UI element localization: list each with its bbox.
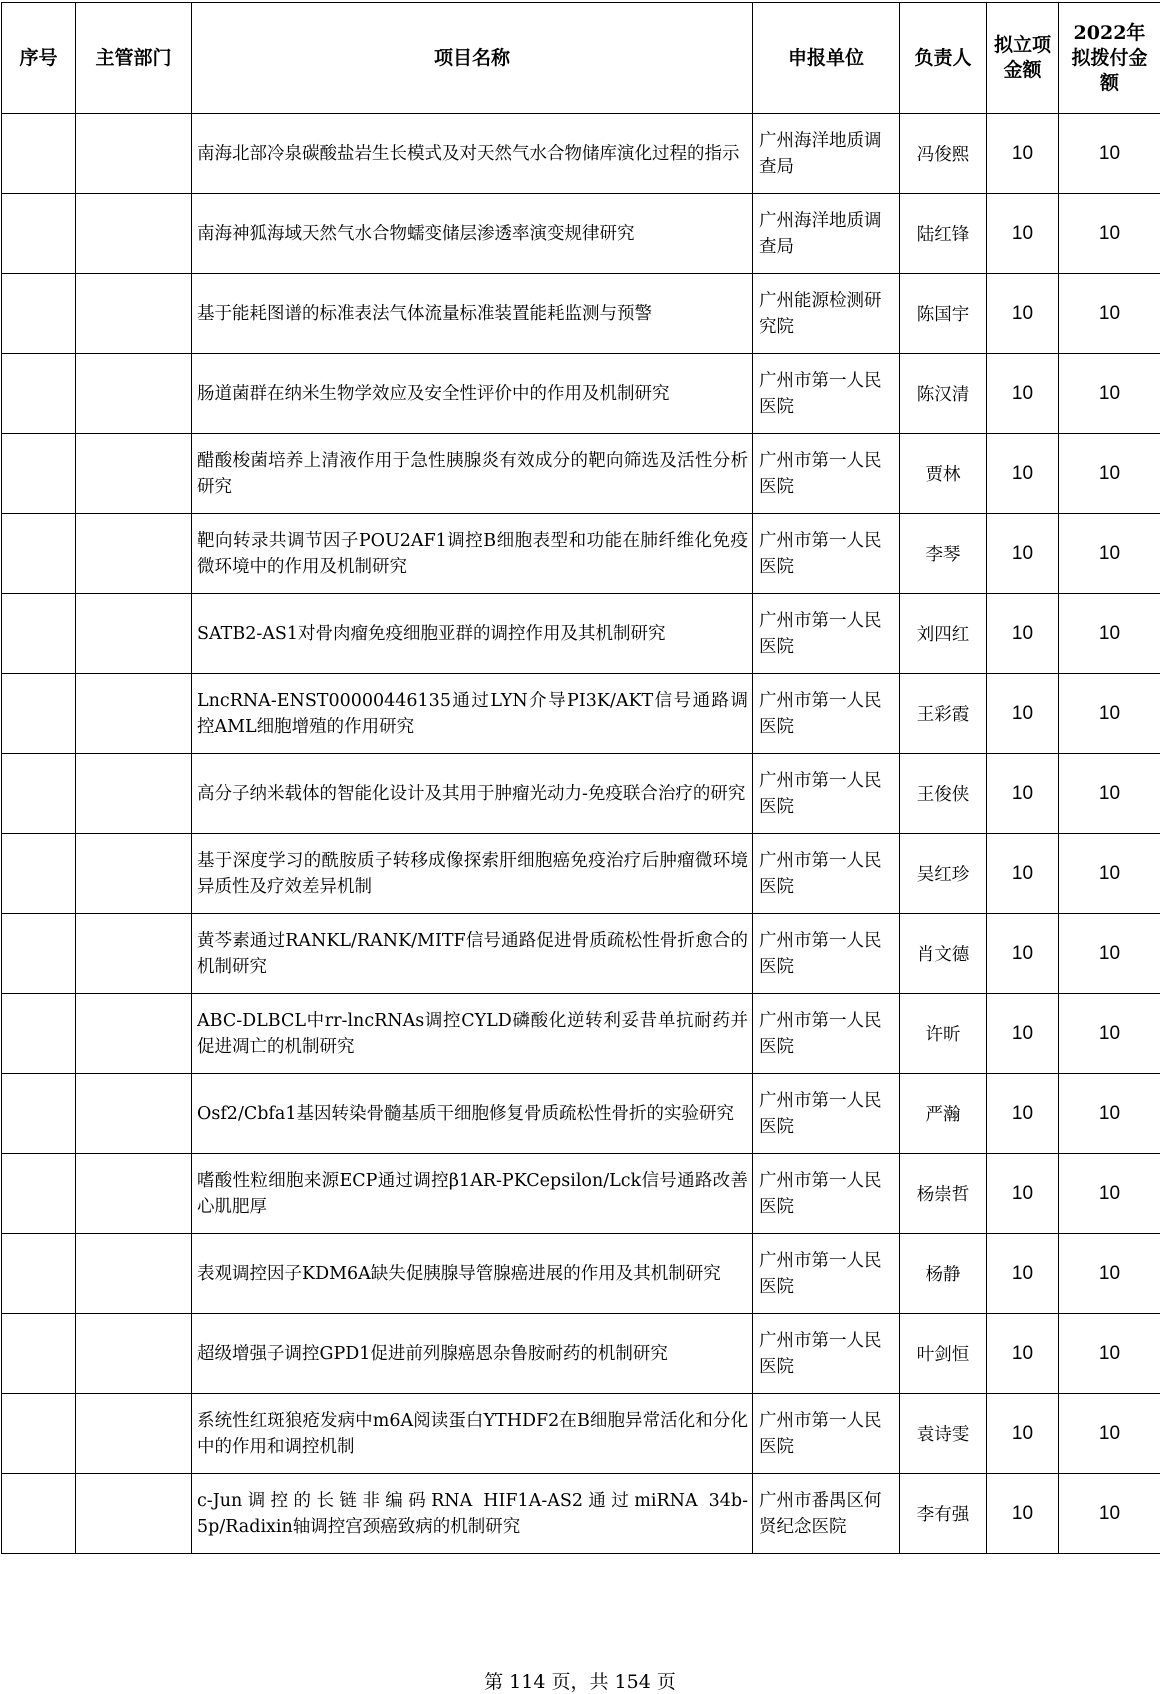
header-pay: 2022年拟拨付金额 (1059, 3, 1160, 114)
table-row (2, 1394, 1160, 1474)
cell-dept (76, 1074, 192, 1154)
cell-amount: 10 (987, 274, 1059, 354)
cell-seq (2, 1474, 76, 1554)
cell-amount: 10 (987, 354, 1059, 434)
cell-person: 袁诗雯 (900, 1394, 987, 1474)
cell-name: 靶向转录共调节因子POU2AF1调控B细胞表型和功能在肺纤维化免疫微环境中的作用及机制研究 (192, 514, 753, 594)
cell-unit: 广州市第一人民医院 (753, 1234, 900, 1314)
cell-dept (76, 1314, 192, 1394)
cell-person: 杨崇哲 (900, 1154, 987, 1234)
cell-name: LncRNA-ENST00000446135通过LYN介导PI3K/AKT信号通路调控AML细胞增殖的作用研究 (192, 674, 753, 754)
cell-seq (2, 1394, 76, 1474)
table-row (2, 1314, 1160, 1394)
cell-amount: 10 (987, 994, 1059, 1074)
cell-pay: 10 (1059, 274, 1160, 354)
table-row (2, 834, 1160, 914)
cell-seq (2, 354, 76, 434)
table-row (2, 1474, 1160, 1554)
cell-name: 南海北部冷泉碳酸盐岩生长模式及对天然气水合物储库演化过程的指示 (192, 114, 753, 194)
cell-person: 许昕 (900, 994, 987, 1074)
cell-unit: 广州海洋地质调查局 (753, 114, 900, 194)
cell-seq (2, 994, 76, 1074)
cell-pay: 10 (1059, 1474, 1160, 1554)
table-row (2, 354, 1160, 434)
cell-person: 李有强 (900, 1474, 987, 1554)
table-row (2, 194, 1160, 274)
cell-seq (2, 1314, 76, 1394)
cell-pay: 10 (1059, 674, 1160, 754)
cell-name: 醋酸梭菌培养上清液作用于急性胰腺炎有效成分的靶向筛选及活性分析研究 (192, 434, 753, 514)
cell-pay: 10 (1059, 514, 1160, 594)
cell-unit: 广州能源检测研究院 (753, 274, 900, 354)
cell-pay: 10 (1059, 914, 1160, 994)
cell-seq (2, 594, 76, 674)
cell-seq (2, 674, 76, 754)
cell-dept (76, 274, 192, 354)
cell-seq (2, 274, 76, 354)
cell-person: 李琴 (900, 514, 987, 594)
cell-unit: 广州市第一人民医院 (753, 674, 900, 754)
table-row (2, 994, 1160, 1074)
cell-pay: 10 (1059, 834, 1160, 914)
table-row (2, 434, 1160, 514)
cell-name: 黄芩素通过RANKL/RANK/MITF信号通路促进骨质疏松性骨折愈合的机制研究 (192, 914, 753, 994)
header-name: 项目名称 (192, 3, 753, 114)
cell-amount: 10 (987, 594, 1059, 674)
cell-person: 刘四红 (900, 594, 987, 674)
cell-name: SATB2-AS1对骨肉瘤免疫细胞亚群的调控作用及其机制研究 (192, 594, 753, 674)
cell-amount: 10 (987, 514, 1059, 594)
cell-seq (2, 1154, 76, 1234)
cell-amount: 10 (987, 114, 1059, 194)
cell-person: 陆红锋 (900, 194, 987, 274)
cell-seq (2, 914, 76, 994)
cell-pay: 10 (1059, 754, 1160, 834)
cell-seq (2, 1234, 76, 1314)
cell-dept (76, 1394, 192, 1474)
cell-pay: 10 (1059, 594, 1160, 674)
cell-amount: 10 (987, 1314, 1059, 1394)
cell-pay: 10 (1059, 1074, 1160, 1154)
cell-amount: 10 (987, 194, 1059, 274)
cell-amount: 10 (987, 1074, 1059, 1154)
cell-pay: 10 (1059, 1394, 1160, 1474)
header-seq: 序号 (2, 3, 76, 114)
cell-seq (2, 834, 76, 914)
cell-unit: 广州市第一人民医院 (753, 1074, 900, 1154)
cell-dept (76, 194, 192, 274)
header-person: 负责人 (900, 3, 987, 114)
cell-unit: 广州市第一人民医院 (753, 1314, 900, 1394)
cell-unit: 广州市第一人民医院 (753, 594, 900, 674)
cell-name: 高分子纳米载体的智能化设计及其用于肿瘤光动力-免疫联合治疗的研究 (192, 754, 753, 834)
cell-name: 超级增强子调控GPD1促进前列腺癌恩杂鲁胺耐药的机制研究 (192, 1314, 753, 1394)
cell-amount: 10 (987, 1234, 1059, 1314)
cell-person: 叶剑恒 (900, 1314, 987, 1394)
cell-pay: 10 (1059, 114, 1160, 194)
cell-dept (76, 674, 192, 754)
cell-name: Osf2/Cbfa1基因转染骨髓基质干细胞修复骨质疏松性骨折的实验研究 (192, 1074, 753, 1154)
cell-dept (76, 1234, 192, 1314)
cell-name: 南海神狐海域天然气水合物蠕变储层渗透率演变规律研究 (192, 194, 753, 274)
cell-person: 冯俊熙 (900, 114, 987, 194)
cell-unit: 广州市第一人民医院 (753, 354, 900, 434)
table-row (2, 1234, 1160, 1314)
cell-unit: 广州市第一人民医院 (753, 1154, 900, 1234)
cell-dept (76, 514, 192, 594)
cell-person: 杨静 (900, 1234, 987, 1314)
cell-dept (76, 1154, 192, 1234)
table-row (2, 914, 1160, 994)
header-row (2, 3, 1160, 114)
cell-unit: 广州市第一人民医院 (753, 754, 900, 834)
cell-unit: 广州市第一人民医院 (753, 914, 900, 994)
cell-amount: 10 (987, 834, 1059, 914)
cell-amount: 10 (987, 754, 1059, 834)
cell-pay: 10 (1059, 1314, 1160, 1394)
cell-unit: 广州市第一人民医院 (753, 834, 900, 914)
cell-name: 肠道菌群在纳米生物学效应及安全性评价中的作用及机制研究 (192, 354, 753, 434)
cell-name: ABC-DLBCL中rr-lncRNAs调控CYLD磷酸化逆转利妥昔单抗耐药并促进凋亡的机制研究 (192, 994, 753, 1074)
cell-unit: 广州市第一人民医院 (753, 994, 900, 1074)
cell-amount: 10 (987, 1474, 1059, 1554)
cell-seq (2, 194, 76, 274)
cell-name: 嗜酸性粒细胞来源ECP通过调控β1AR-PKCepsilon/Lck信号通路改善心肌肥厚 (192, 1154, 753, 1234)
cell-name: 表观调控因子KDM6A缺失促胰腺导管腺癌进展的作用及其机制研究 (192, 1234, 753, 1314)
cell-person: 严瀚 (900, 1074, 987, 1154)
cell-name: 系统性红斑狼疮发病中m6A阅读蛋白YTHDF2在B细胞异常活化和分化中的作用和调控机制 (192, 1394, 753, 1474)
cell-unit: 广州市第一人民医院 (753, 434, 900, 514)
table-row (2, 1074, 1160, 1154)
cell-amount: 10 (987, 1154, 1059, 1234)
cell-dept (76, 754, 192, 834)
cell-amount: 10 (987, 434, 1059, 514)
cell-unit: 广州市番禺区何贤纪念医院 (753, 1474, 900, 1554)
cell-dept (76, 1474, 192, 1554)
header-dept: 主管部门 (76, 3, 192, 114)
cell-seq (2, 114, 76, 194)
cell-dept (76, 594, 192, 674)
cell-pay: 10 (1059, 194, 1160, 274)
table-row (2, 514, 1160, 594)
table-row (2, 594, 1160, 674)
cell-name: c-Jun调控的长链非编码RNA HIF1A-AS2通过miRNA 34b-5p/Radixin轴调控宫颈癌致病的机制研究 (192, 1474, 753, 1554)
cell-person: 王俊侠 (900, 754, 987, 834)
cell-dept (76, 914, 192, 994)
cell-person: 肖文德 (900, 914, 987, 994)
table-body (2, 114, 1160, 1554)
cell-name: 基于能耗图谱的标准表法气体流量标准装置能耗监测与预警 (192, 274, 753, 354)
cell-seq (2, 754, 76, 834)
project-table (1, 2, 1160, 1554)
cell-pay: 10 (1059, 354, 1160, 434)
cell-pay: 10 (1059, 434, 1160, 514)
cell-dept (76, 114, 192, 194)
cell-unit: 广州市第一人民医院 (753, 514, 900, 594)
cell-person: 陈汉清 (900, 354, 987, 434)
table-row (2, 1154, 1160, 1234)
cell-amount: 10 (987, 914, 1059, 994)
cell-person: 陈国宇 (900, 274, 987, 354)
cell-amount: 10 (987, 674, 1059, 754)
table-row (2, 674, 1160, 754)
cell-amount: 10 (987, 1394, 1059, 1474)
cell-pay: 10 (1059, 1234, 1160, 1314)
cell-pay: 10 (1059, 994, 1160, 1074)
cell-dept (76, 354, 192, 434)
cell-seq (2, 514, 76, 594)
header-unit: 申报单位 (753, 3, 900, 114)
cell-pay: 10 (1059, 1154, 1160, 1234)
table-row (2, 754, 1160, 834)
page-footer: 第 114 页，共 154 页 (484, 1671, 676, 1693)
cell-unit: 广州市第一人民医院 (753, 1394, 900, 1474)
cell-person: 吴红珍 (900, 834, 987, 914)
cell-unit: 广州海洋地质调查局 (753, 194, 900, 274)
cell-name: 基于深度学习的酰胺质子转移成像探索肝细胞癌免疫治疗后肿瘤微环境异质性及疗效差异机制 (192, 834, 753, 914)
cell-person: 贾林 (900, 434, 987, 514)
cell-dept (76, 434, 192, 514)
cell-person: 王彩霞 (900, 674, 987, 754)
table-row (2, 274, 1160, 354)
cell-seq (2, 434, 76, 514)
cell-seq (2, 1074, 76, 1154)
table-row (2, 114, 1160, 194)
cell-dept (76, 834, 192, 914)
header-amount: 拟立项金额 (987, 3, 1059, 114)
cell-dept (76, 994, 192, 1074)
